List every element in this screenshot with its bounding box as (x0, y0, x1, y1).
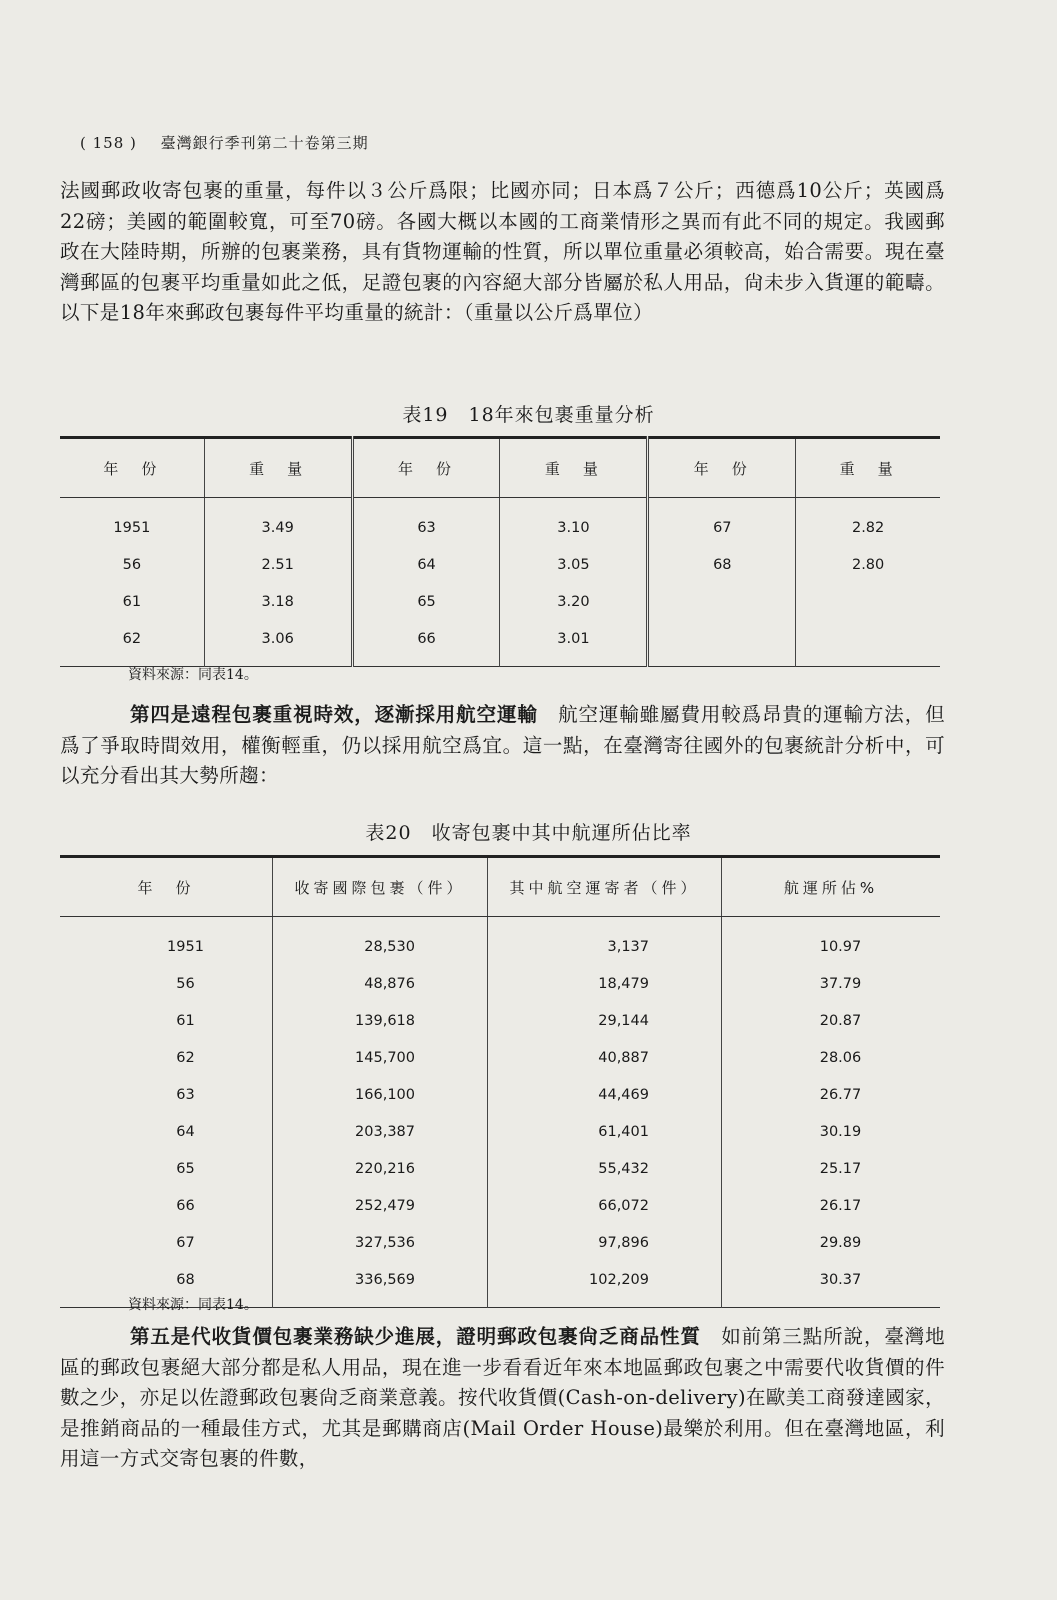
table-row (60, 620, 940, 667)
table-cell: 3,137 (488, 917, 722, 966)
table-cell: 220,216 (273, 1150, 488, 1187)
table-row (60, 965, 940, 1002)
running-header (80, 132, 369, 153)
table20-air-ratio (60, 855, 940, 1308)
table-row (60, 1076, 940, 1113)
paragraph-lead-heading: 第五是代收貨價包裹業務缺少進展，證明郵政包裹尙乏商品性質 (130, 1325, 701, 1348)
paragraph-cod-parcels (60, 1322, 945, 1475)
journal-title: 臺灣銀行季刊第二十卷第三期 (160, 134, 369, 152)
table-cell: 166,100 (273, 1076, 488, 1113)
table-cell: 139,618 (273, 1002, 488, 1039)
table-cell: 327,536 (273, 1224, 488, 1261)
table-cell: 3.05 (500, 546, 648, 583)
table-cell: 20.87 (819, 1012, 862, 1029)
table-row (60, 1002, 940, 1039)
column-header: 年 份 (60, 857, 273, 917)
table-row (60, 498, 940, 547)
table-cell (796, 620, 940, 667)
table-cell: 63 (352, 498, 500, 547)
table-cell: 65 (60, 1150, 273, 1187)
table-cell: 203,387 (273, 1113, 488, 1150)
table-cell: 29,144 (488, 1002, 722, 1039)
table-cell: 44,469 (488, 1076, 722, 1113)
table-cell: 66 (352, 620, 500, 667)
table-row (60, 1224, 940, 1261)
table-cell: 37.79 (819, 975, 862, 992)
table-row (60, 1187, 940, 1224)
table-cell: 26.77 (819, 1086, 862, 1103)
table-cell: 28.06 (819, 1049, 862, 1066)
paragraph-weight-limits (60, 176, 945, 329)
column-header: 重 量 (500, 438, 648, 498)
table-cell (648, 620, 796, 667)
table-cell: 1951 (60, 917, 273, 966)
table-cell: 67 (648, 498, 796, 547)
table-cell: 55,432 (488, 1150, 722, 1187)
table-cell: 102,209 (488, 1261, 722, 1308)
table-row (60, 1039, 940, 1076)
table-cell: 64 (60, 1113, 273, 1150)
table19-weight-analysis (60, 436, 940, 667)
table-cell: 62 (60, 1039, 273, 1076)
table-cell: 3.49 (204, 498, 352, 547)
table-cell (648, 583, 796, 620)
table-cell: 252,479 (273, 1187, 488, 1224)
table-cell: 18,479 (488, 965, 722, 1002)
table-cell: 28,530 (273, 917, 488, 966)
table-cell: 56 (60, 546, 204, 583)
table-cell: 63 (60, 1076, 273, 1113)
table-header-row (60, 857, 940, 917)
table-cell: 145,700 (273, 1039, 488, 1076)
table-cell: 65 (352, 583, 500, 620)
table-cell: 30.37 (819, 1271, 862, 1288)
paragraph-air-transport (60, 700, 945, 792)
column-header: 年 份 (648, 438, 796, 498)
table-cell: 29.89 (819, 1234, 862, 1251)
column-header: 航運所佔% (722, 857, 941, 917)
paragraph-lead-heading: 第四是遠程包裹重視時效，逐漸採用航空運輸 (130, 703, 538, 726)
column-header: 重 量 (796, 438, 940, 498)
column-header: 年 份 (352, 438, 500, 498)
paragraph-text: 如前第三點所說，臺灣地區的郵政包裹絕大部分都是私人用品，現在進一步看看近年來本地區郵政包裹之中需要代收貨價的件數之少，亦足以佐證郵政包裹尙乏商業意義。按代收貨價(Cash-on-delivery)在歐美工商發達國家，是推銷商品的一種最佳方式，尤其是郵購商店(Mail Order House)最樂於利用。但在臺灣地區，利用這一方式交寄包裹的件數， (60, 1325, 945, 1470)
table-cell: 40,887 (488, 1039, 722, 1076)
table-cell: 66,072 (488, 1187, 722, 1224)
table-cell: 2.82 (851, 519, 885, 536)
table-cell: 30.19 (819, 1123, 862, 1140)
table-row (60, 1113, 940, 1150)
paragraph-text: 法國郵政收寄包裹的重量，每件以３公斤爲限；比國亦同；日本爲７公斤；西德爲10公斤；英國爲22磅；美國的範圍較寬，可至70磅。各國大概以本國的工商業情形之異而有此不同的規定。我國郵政在大陸時期，所辦的包裹業務，具有貨物運輸的性質，所以單位重量必須較高，始合需要。現在臺灣郵區的包裹平均重量如此之低，足證包裹的內容絕大部分皆屬於私人用品，尙未步入貨運的範疇。以下是18年來郵政包裹每件平均重量的統計：（重量以公斤爲單位） (60, 179, 945, 324)
table-cell: 3.01 (500, 620, 648, 667)
table-cell: 26.17 (819, 1197, 862, 1214)
table-cell: 3.18 (204, 583, 352, 620)
column-header: 重 量 (204, 438, 352, 498)
table-cell: 2.80 (851, 556, 885, 573)
table-row (60, 1150, 940, 1187)
table20-caption: 表20 收寄包裹中其中航運所佔比率 (365, 822, 692, 844)
table-cell: 61 (60, 1002, 273, 1039)
table-cell: 3.06 (204, 620, 352, 667)
table-cell: 66 (60, 1187, 273, 1224)
table-row (60, 546, 940, 583)
table-cell: 1951 (60, 498, 204, 547)
column-header: 收寄國際包裹（件） (273, 857, 488, 917)
table19-source-note: 資料來源：同表14。 (128, 667, 258, 683)
table-cell: 64 (352, 546, 500, 583)
table-cell: 68 (648, 546, 796, 583)
table-cell: 56 (60, 965, 273, 1002)
table-header-row (60, 438, 940, 498)
table-cell: 61,401 (488, 1113, 722, 1150)
table19-caption: 表19 18年來包裹重量分析 (402, 404, 655, 426)
table-cell: 336,569 (273, 1261, 488, 1308)
table-row (60, 917, 940, 966)
table20-source-note: 資料來源：同表14。 (128, 1297, 258, 1313)
page-number: ( 158 ) (80, 134, 137, 152)
table-cell: 97,896 (488, 1224, 722, 1261)
table-cell (796, 583, 940, 620)
table-cell: 25.17 (819, 1160, 862, 1177)
table-row (60, 583, 940, 620)
paragraph-text: 航空運輸雖屬費用較爲昂貴的運輸方法，但爲了爭取時間效用，權衡輕重，仍以採用航空爲宜。這一點，在臺灣寄往國外的包裹統計分析中，可以充分看出其大勢所趨： (60, 703, 945, 787)
table-cell: 48,876 (273, 965, 488, 1002)
table-cell: 3.20 (500, 583, 648, 620)
table-cell: 61 (60, 583, 204, 620)
column-header: 年 份 (60, 438, 204, 498)
table-cell: 10.97 (819, 938, 862, 955)
table-cell: 2.51 (204, 546, 352, 583)
table-cell: 67 (60, 1224, 273, 1261)
table-cell: 68 (60, 1261, 273, 1308)
column-header: 其中航空運寄者（件） (488, 857, 722, 917)
table-cell: 3.10 (500, 498, 648, 547)
table-cell: 62 (60, 620, 204, 667)
